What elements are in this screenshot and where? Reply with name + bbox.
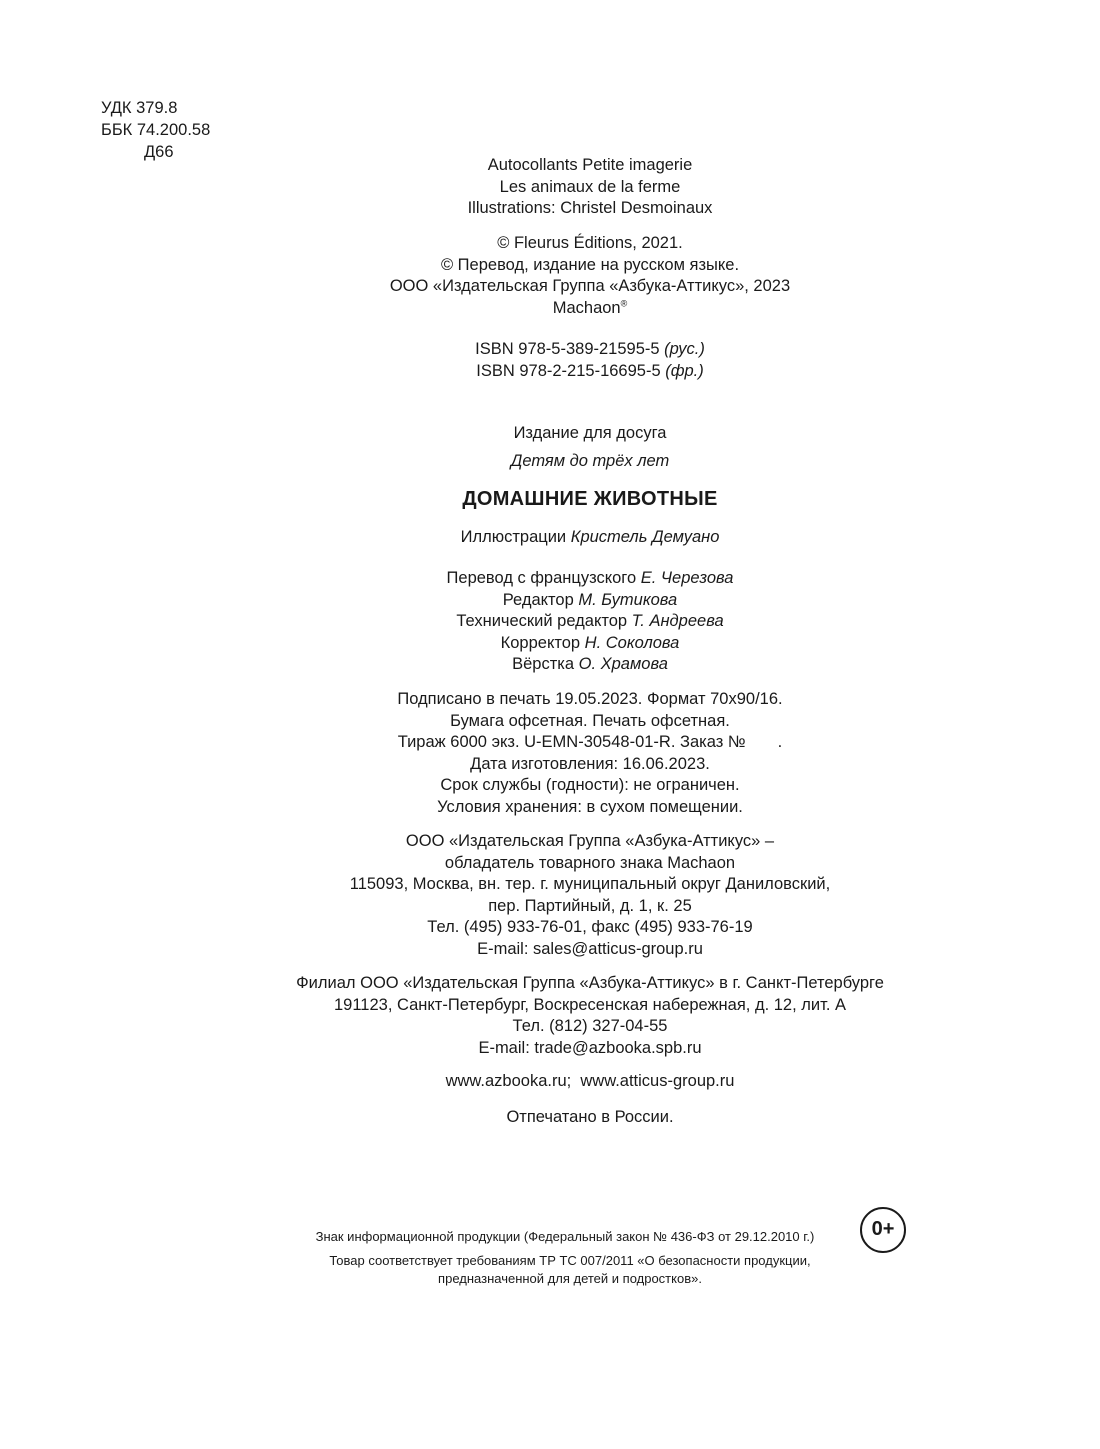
brand-name: Machaon [552, 298, 621, 317]
publisher-block [0, 831, 1100, 960]
publisher-line: Тел. (495) 933-76-01, факс (495) 933-76-19 [427, 918, 753, 936]
registered-mark: ® [620, 298, 628, 308]
copyright-block [0, 233, 1100, 319]
original-illustrations: Illustrations: Christel Desmoinaux [467, 199, 713, 217]
illustrator-line [0, 527, 1100, 549]
illustrator-label: Иллюстрации [460, 528, 571, 546]
credit-name: Е. Черезова [640, 569, 734, 587]
classification-codes [101, 97, 210, 163]
compliance-line: предназначенной для детей и подростков». [438, 1270, 702, 1286]
copyright-line: © Перевод, издание на русском языке. [440, 255, 740, 274]
copyright-line: © Fleurus Éditions, 2021. [497, 234, 683, 252]
branch-line: 191123, Санкт-Петербург, Воскресенская набережная, д. 12, лит. А [333, 995, 847, 1014]
isbn-ru [0, 339, 1100, 361]
publisher-line: ООО «Издательская Группа «Азбука-Аттикус» – [405, 832, 775, 850]
isbn-label: (рус.) [664, 340, 705, 358]
isbn-label: (фр.) [665, 361, 704, 380]
credit-line [0, 611, 1100, 633]
credit-role: Редактор [502, 590, 579, 609]
isbn-fr [0, 361, 1100, 383]
original-subtitle: Les animaux de la ferme [499, 177, 681, 196]
compliance-block [0, 1252, 1100, 1287]
udk-code: УДК 379.8 [101, 99, 178, 117]
print-info-line: Подписано в печать 19.05.2023. Формат 70x90/16. [397, 690, 783, 708]
bbk-code: ББК 74.200.58 [101, 121, 211, 139]
original-title: Autocollants Petite imagerie [487, 156, 693, 174]
isbn-number: ISBN 978-5-389-21595-5 [475, 340, 665, 358]
print-info-line: Условия хранения: в сухом помещении. [437, 797, 743, 816]
branch-line: Тел. (812) 327-04-55 [512, 1017, 668, 1035]
info-sign-text: Знак информационной продукции (Федеральный закон № 436-ФЗ от 29.12.2010 г.) [315, 1229, 815, 1244]
publisher-line: пер. Партийный, д. 1, к. 25 [488, 896, 692, 915]
compliance-line: Товар соответствует требованиям ТР ТС 007/2011 «О безопасности продукции, [329, 1253, 811, 1268]
isbn-number: ISBN 978-2-215-16695-5 [476, 361, 666, 380]
credit-role: Корректор [500, 633, 585, 652]
printed-in: Отпечатано в России. [506, 1108, 674, 1126]
age-recommendation-row [0, 451, 1100, 473]
credits-block [0, 568, 1100, 676]
credit-name: М. Бутикова [578, 590, 678, 609]
credit-name: Т. Андреева [631, 612, 724, 630]
websites: www.azbooka.ru; www.atticus-group.ru [445, 1072, 735, 1090]
credit-line [0, 568, 1100, 590]
print-info-line: Тираж 6000 экз. U-EMN-30548-01-R. Заказ № . [397, 733, 783, 751]
print-info-line: Срок службы (годности): не ограничен. [440, 776, 740, 794]
age-recommendation: Детям до трёх лет [510, 452, 670, 470]
credit-role: Технический редактор [456, 612, 632, 630]
copyright-line: ООО «Издательская Группа «Азбука-Аттикус», 2023 [389, 277, 791, 295]
branch-email: E-mail: trade@azbooka.spb.ru [478, 1038, 702, 1057]
publisher-line: обладатель товарного знака Machaon [444, 853, 736, 872]
illustrator-name: Кристель Демуано [570, 528, 720, 546]
credit-name: О. Храмова [578, 655, 668, 673]
isbn-block [0, 339, 1100, 382]
copyright-line [0, 298, 1100, 320]
publisher-email: E-mail: sales@atticus-group.ru [477, 939, 703, 958]
credit-line [0, 633, 1100, 655]
branch-block [0, 973, 1100, 1059]
book-title: ДОМАШНИЕ ЖИВОТНЫЕ [462, 488, 718, 510]
edition-type: Издание для досуга [513, 424, 667, 442]
credit-role: Вёрстка [512, 655, 579, 673]
original-title-block [0, 155, 1100, 220]
print-info-block [0, 689, 1100, 818]
print-info-line: Бумага офсетная. Печать офсетная. [450, 711, 730, 730]
credit-line [0, 590, 1100, 612]
branch-line: Филиал ООО «Издательская Группа «Азбука-Аттикус» в г. Санкт-Петербурге [296, 974, 884, 992]
publisher-line: 115093, Москва, вн. тер. г. муниципальный округ Даниловский, [349, 875, 831, 893]
age-rating-badge: 0+ [860, 1207, 906, 1253]
print-info-line: Дата изготовления: 16.06.2023. [470, 754, 710, 773]
credit-name: Н. Соколова [584, 633, 680, 652]
credit-line [0, 654, 1100, 676]
author-mark: Д66 [144, 143, 174, 161]
credit-role: Перевод с французского [446, 569, 641, 587]
